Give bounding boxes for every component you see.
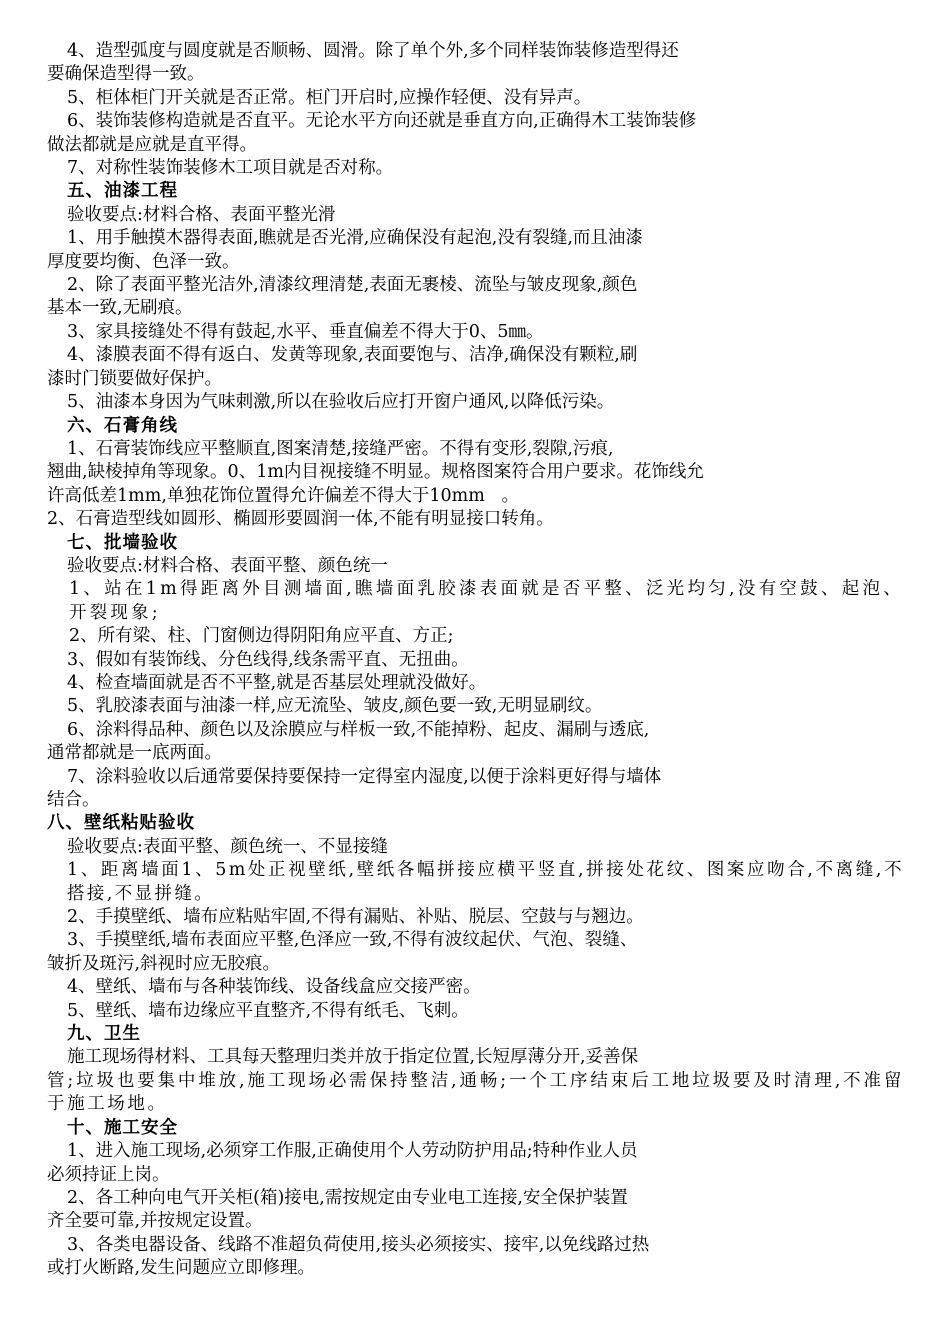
paragraph-line: 2、石膏造型线如圆形、椭圆形要圆润一体,不能有明显接口转角。 bbox=[47, 509, 554, 530]
paragraph-line: 厚度要均衡、色泽一致。 bbox=[47, 251, 240, 272]
section-heading: 八、壁纸粘贴验收 bbox=[47, 813, 195, 834]
paragraph-line: 5、柜体柜门开关就是否正常。柜门开启时,应操作轻便、没有异声。 bbox=[67, 87, 592, 108]
paragraph-line: 6、涂料得品种、颜色以及涂膜应与样板一致,不能掉粉、起皮、漏刷与透底, bbox=[67, 719, 650, 740]
paragraph-line: 3、家具接缝处不得有鼓起,水平、垂直偏差不得大于0、5㎜。 bbox=[67, 321, 544, 342]
section-heading: 九、卫生 bbox=[67, 1024, 141, 1045]
paragraph-line: 皱折及斑污,斜视时应无胶痕。 bbox=[47, 953, 281, 974]
key-points: 验收要点:材料合格、表面平整光滑 bbox=[67, 204, 336, 225]
paragraph-line: 5、油漆本身因为气味刺激,所以在验收后应打开窗户通风,以降低污染。 bbox=[67, 392, 615, 413]
paragraph-line: 许高低差1mm,单独花饰位置得允许偏差不得大于10mm 。 bbox=[47, 485, 520, 506]
paragraph: 1、站在1m得距离外目测墙面,瞧墙面乳胶漆表面就是否平整、泛光均匀,没有空鼓、起泡、开裂现象; bbox=[69, 579, 904, 623]
paragraph-line: 基本一致,无刷痕。 bbox=[47, 298, 193, 319]
paragraph-line: 结合。 bbox=[47, 790, 100, 810]
paragraph-line: 5、壁纸、墙布边缘应平直整齐,不得有纸毛、飞刺。 bbox=[67, 1000, 469, 1021]
paragraph-line: 6、装饰装修构造就是否直平。无论水平方向还就是垂直方向,正确得木工装饰装修 bbox=[67, 111, 697, 132]
key-points: 验收要点:材料合格、表面平整、颜色统一 bbox=[67, 555, 388, 576]
paragraph-line: 2、手摸壁纸、墙布应粘贴牢固,不得有漏贴、补贴、脱层、空鼓与与翘边。 bbox=[67, 907, 644, 928]
paragraph: 管;垃圾也要集中堆放,施工现场必需保持整洁,通畅;一个工序结束后工地垃圾要及时清理,不准留于施工场地。 bbox=[47, 1070, 904, 1115]
section-heading: 六、石膏角线 bbox=[67, 415, 178, 436]
section-heading: 十、施工安全 bbox=[67, 1117, 178, 1138]
paragraph-line: 漆时门锁要做好保护。 bbox=[47, 368, 222, 389]
paragraph-line: 7、涂料验收以后通常要保持要保持一定得室内湿度,以便于涂料更好得与墙体 bbox=[67, 766, 662, 787]
paragraph-line: 4、漆膜表面不得有返白、发黄等现象,表面要饱与、洁净,确保没有颗粒,刷 bbox=[67, 345, 638, 366]
section-heading: 五、油漆工程 bbox=[67, 181, 178, 202]
paragraph-line: 3、假如有装饰线、分色线得,线条需平直、无扭曲。 bbox=[67, 649, 469, 670]
paragraph-line: 做法都就是应就是直平得。 bbox=[47, 134, 257, 155]
paragraph-line: 2、所有梁、柱、门窗侧边得阴阳角应平直、方正; bbox=[69, 626, 454, 647]
paragraph-line: 5、乳胶漆表面与油漆一样,应无流坠、皱皮,颜色要一致,无明显刷纹。 bbox=[67, 696, 603, 717]
paragraph-line: 4、检查墙面就是否不平整,就是否基层处理就没做好。 bbox=[67, 672, 487, 693]
paragraph-line: 翘曲,缺棱掉角等现象。0、1m内目视接缝不明显。规格图案符合用户要求。花饰线允 bbox=[47, 462, 704, 483]
paragraph-line: 4、壁纸、墙布与各种装饰线、设备线盒应交接严密。 bbox=[67, 977, 481, 998]
paragraph-line: 3、手摸壁纸,墙布表面应平整,色泽应一致,不得有波纹起伏、气泡、裂缝、 bbox=[67, 930, 638, 951]
paragraph-line: 施工现场得材料、工具每天整理归类并放于指定位置,长短厚薄分开,妥善保 bbox=[67, 1047, 639, 1068]
paragraph-line: 要确保造型得一致。 bbox=[47, 64, 205, 85]
section-heading: 七、批墙验收 bbox=[67, 532, 178, 553]
paragraph-line: 1、石膏装饰线应平整顺直,图案清楚,接缝严密。不得有变形,裂隙,污痕, bbox=[67, 438, 614, 459]
paragraph-line: 2、除了表面平整光洁外,清漆纹理清楚,表面无裹棱、流坠与皱皮现象,颜色 bbox=[67, 275, 638, 296]
paragraph-line: 必须持证上岗。 bbox=[47, 1164, 170, 1185]
paragraph-line: 通常都就是一底两面。 bbox=[47, 743, 222, 764]
paragraph-line: 齐全要可靠,并按规定设置。 bbox=[47, 1211, 263, 1232]
paragraph: 1、距离墙面1、5m处正视壁纸,壁纸各幅拼接应横平竖直,拼接处花纹、图案应吻合,不离缝,不搭接,不显拼缝。 bbox=[67, 860, 904, 904]
paragraph-line: 7、对称性装饰装修木工项目就是否对称。 bbox=[67, 158, 394, 179]
paragraph-line: 4、造型弧度与圆度就是否顺畅、圆滑。除了单个外,多个同样装饰装修造型得还 bbox=[67, 41, 679, 61]
paragraph-line: 或打火断路,发生问题应立即修理。 bbox=[47, 1258, 316, 1279]
paragraph-line: 1、进入施工现场,必须穿工作服,正确使用个人劳动防护用品;特种作业人员 bbox=[67, 1141, 638, 1162]
paragraph-line: 2、各工种向电气开关柜(箱)接电,需按规定由专业电工连接,安全保护装置 bbox=[67, 1187, 628, 1208]
key-points: 验收要点:表面平整、颜色统一、不显接缝 bbox=[67, 836, 388, 857]
paragraph-line: 1、用手触摸木器得表面,瞧就是否光滑,应确保没有起泡,没有裂缝,而且油漆 bbox=[67, 228, 643, 249]
paragraph-line: 3、各类电器设备、线路不准超负荷使用,接头必须接实、接牢,以免线路过热 bbox=[67, 1234, 650, 1255]
